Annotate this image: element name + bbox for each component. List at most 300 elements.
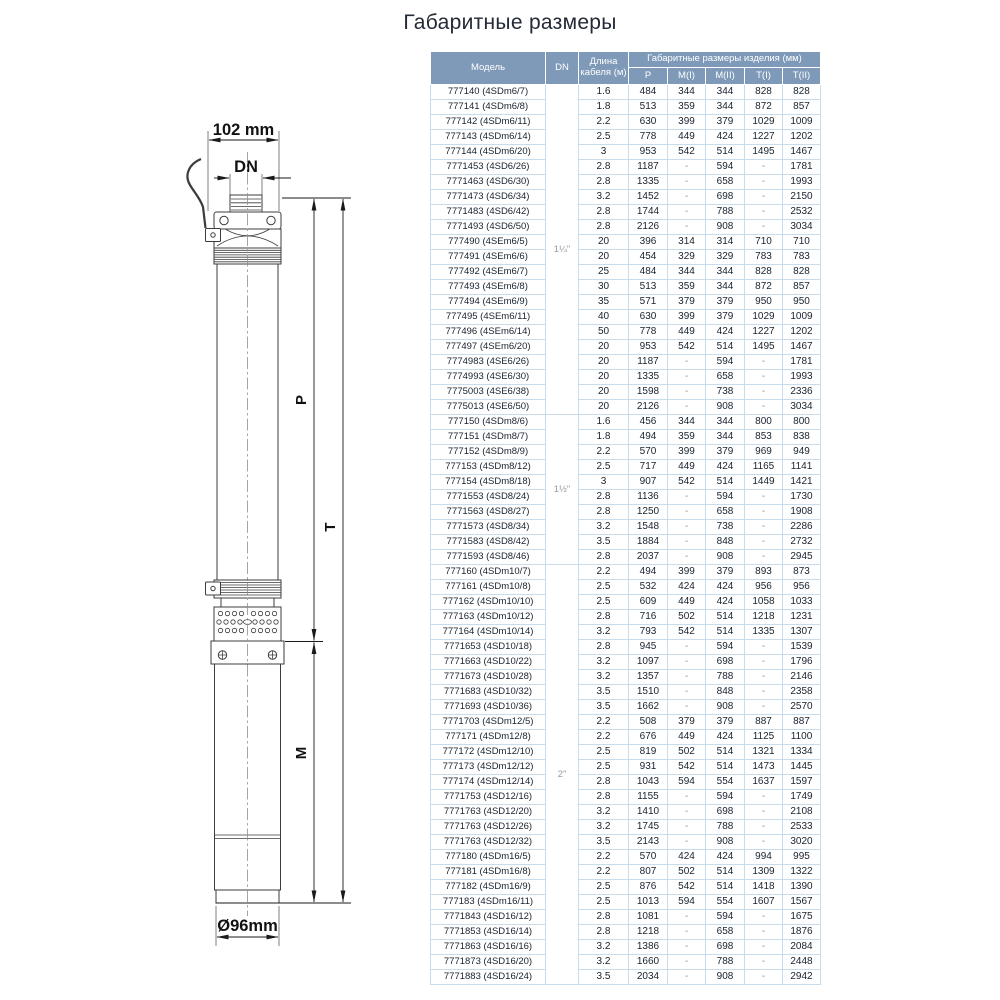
value-cell: - (668, 535, 706, 550)
value-cell: 788 (706, 670, 745, 685)
value-cell: 1097 (629, 655, 668, 670)
value-cell: 424 (706, 850, 745, 865)
value-cell: 1445 (783, 760, 821, 775)
value-cell: 329 (668, 250, 706, 265)
model-cell: 7771563 (4SD8/27) (431, 505, 546, 520)
value-cell: 314 (668, 235, 706, 250)
table-row (431, 100, 821, 115)
dimensions-table (430, 51, 821, 985)
value-cell: 2108 (783, 805, 821, 820)
model-cell: 777143 (4SDm6/14) (431, 130, 546, 145)
value-cell: 1744 (629, 205, 668, 220)
value-cell: 379 (668, 295, 706, 310)
value-cell: 828 (745, 85, 783, 100)
value-cell: 20 (579, 340, 629, 355)
value-cell: 783 (783, 250, 821, 265)
value-cell: 514 (706, 880, 745, 895)
table-row (431, 250, 821, 265)
value-cell: 956 (745, 580, 783, 595)
value-cell: - (745, 520, 783, 535)
value-cell: - (668, 400, 706, 415)
model-cell: 7771873 (4SD16/20) (431, 955, 546, 970)
value-cell: 2034 (629, 970, 668, 985)
spec-table-container (430, 51, 822, 985)
value-cell: 2.2 (579, 565, 629, 580)
value-cell: 359 (668, 100, 706, 115)
value-cell: 1227 (745, 130, 783, 145)
table-row (431, 535, 821, 550)
value-cell: 399 (668, 445, 706, 460)
table-row (431, 85, 821, 100)
table-row (431, 370, 821, 385)
table-row (431, 475, 821, 490)
value-cell: - (745, 970, 783, 985)
value-cell: 3.5 (579, 700, 629, 715)
value-cell: 838 (783, 430, 821, 445)
value-cell: 2.8 (579, 775, 629, 790)
value-cell: 3.2 (579, 655, 629, 670)
model-cell: 777495 (4SEm6/11) (431, 310, 546, 325)
value-cell: - (668, 175, 706, 190)
value-cell: 3.2 (579, 820, 629, 835)
table-row (431, 520, 821, 535)
value-cell: 30 (579, 280, 629, 295)
value-cell: 1033 (783, 595, 821, 610)
model-cell: 777160 (4SDm10/7) (431, 565, 546, 580)
value-cell: 449 (668, 130, 706, 145)
model-cell: 7771453 (4SD6/26) (431, 160, 546, 175)
table-row (431, 865, 821, 880)
value-cell: 449 (668, 325, 706, 340)
table-header (431, 52, 821, 85)
value-cell: - (745, 655, 783, 670)
table-row (431, 760, 821, 775)
value-cell: 379 (706, 115, 745, 130)
value-cell: 893 (745, 565, 783, 580)
value-cell: 2.2 (579, 865, 629, 880)
extension-ticks-dn (230, 174, 262, 195)
value-cell: - (668, 655, 706, 670)
value-cell: 1231 (783, 610, 821, 625)
value-cell: 3.2 (579, 190, 629, 205)
value-cell: 630 (629, 115, 668, 130)
model-cell: 777164 (4SDm10/14) (431, 625, 546, 640)
table-row (431, 670, 821, 685)
value-cell: - (668, 820, 706, 835)
value-cell: 1662 (629, 700, 668, 715)
value-cell: - (668, 520, 706, 535)
value-cell: 424 (706, 730, 745, 745)
value-cell: 2.8 (579, 550, 629, 565)
value-cell: 359 (668, 430, 706, 445)
value-cell: 2.5 (579, 895, 629, 910)
value-cell: - (745, 400, 783, 415)
header-m2: M(II) (706, 68, 745, 85)
value-cell: - (668, 670, 706, 685)
value-cell: 1495 (745, 145, 783, 160)
value-cell: 710 (783, 235, 821, 250)
value-cell: - (745, 535, 783, 550)
value-cell: 513 (629, 100, 668, 115)
value-cell: 908 (706, 835, 745, 850)
value-cell: 857 (783, 100, 821, 115)
value-cell: 424 (706, 580, 745, 595)
header-m1: M(I) (668, 68, 706, 85)
table-row (431, 490, 821, 505)
value-cell: 379 (668, 715, 706, 730)
model-cell: 7771843 (4SD16/12) (431, 910, 546, 925)
value-cell: 2570 (783, 700, 821, 715)
table-row (431, 610, 821, 625)
table-row (431, 115, 821, 130)
value-cell: 1009 (783, 115, 821, 130)
value-cell: 3.2 (579, 670, 629, 685)
value-cell: 1473 (745, 760, 783, 775)
value-cell: - (745, 490, 783, 505)
value-cell: 1029 (745, 310, 783, 325)
model-cell: 7771673 (4SD10/28) (431, 670, 546, 685)
value-cell: 456 (629, 415, 668, 430)
dim-label-102mm: 102 mm (212, 121, 275, 139)
model-cell: 777153 (4SDm8/12) (431, 460, 546, 475)
value-cell: 2037 (629, 550, 668, 565)
table-row (431, 580, 821, 595)
value-cell: 502 (668, 745, 706, 760)
value-cell: 359 (668, 280, 706, 295)
value-cell: 3.2 (579, 520, 629, 535)
value-cell: 1335 (629, 175, 668, 190)
model-cell: 7775013 (4SE6/50) (431, 400, 546, 415)
value-cell: 3020 (783, 835, 821, 850)
dn-cell: 1½" (546, 415, 579, 565)
value-cell: - (668, 385, 706, 400)
value-cell: 876 (629, 880, 668, 895)
value-cell: 2.8 (579, 790, 629, 805)
model-cell: 7771573 (4SD8/34) (431, 520, 546, 535)
value-cell: 853 (745, 430, 783, 445)
value-cell: 2.5 (579, 745, 629, 760)
value-cell: 1125 (745, 730, 783, 745)
value-cell: 738 (706, 385, 745, 400)
value-cell: 594 (706, 910, 745, 925)
header-t1: T(I) (745, 68, 783, 85)
value-cell: - (745, 955, 783, 970)
table-row (431, 130, 821, 145)
model-cell: 777183 (4SDm16/11) (431, 895, 546, 910)
model-cell: 7771483 (4SD6/42) (431, 205, 546, 220)
value-cell: 1597 (783, 775, 821, 790)
value-cell: 508 (629, 715, 668, 730)
value-cell: 908 (706, 220, 745, 235)
value-cell: 594 (668, 895, 706, 910)
dim-label-p: P (293, 394, 310, 406)
table-row (431, 340, 821, 355)
pump-cable (187, 159, 205, 228)
value-cell: 2.2 (579, 730, 629, 745)
value-cell: 2448 (783, 955, 821, 970)
value-cell: 1637 (745, 775, 783, 790)
value-cell: 1781 (783, 160, 821, 175)
value-cell: 872 (745, 100, 783, 115)
value-cell: 399 (668, 310, 706, 325)
model-cell: 777171 (4SDm12/8) (431, 730, 546, 745)
model-cell: 7774983 (4SE6/26) (431, 355, 546, 370)
value-cell: 594 (706, 490, 745, 505)
value-cell: 908 (706, 700, 745, 715)
value-cell: 3.5 (579, 685, 629, 700)
value-cell: 1993 (783, 370, 821, 385)
model-cell: 777152 (4SDm8/9) (431, 445, 546, 460)
value-cell: 1136 (629, 490, 668, 505)
value-cell: 2732 (783, 535, 821, 550)
value-cell: - (668, 970, 706, 985)
value-cell: 2146 (783, 670, 821, 685)
value-cell: 658 (706, 370, 745, 385)
value-cell: 2.2 (579, 445, 629, 460)
model-cell: 777182 (4SDm16/9) (431, 880, 546, 895)
value-cell: 1660 (629, 955, 668, 970)
value-cell: 969 (745, 445, 783, 460)
value-cell: 1322 (783, 865, 821, 880)
value-cell: 1218 (629, 925, 668, 940)
model-cell: 7771553 (4SD8/24) (431, 490, 546, 505)
value-cell: 1009 (783, 310, 821, 325)
value-cell: 2.8 (579, 205, 629, 220)
model-cell: 777150 (4SDm8/6) (431, 415, 546, 430)
dim-label-dn: DN (234, 158, 258, 176)
value-cell: - (668, 205, 706, 220)
value-cell: 1335 (629, 370, 668, 385)
model-cell: 7771883 (4SD16/24) (431, 970, 546, 985)
value-cell: 2.8 (579, 505, 629, 520)
value-cell: - (668, 700, 706, 715)
value-cell: 1141 (783, 460, 821, 475)
value-cell: 494 (629, 430, 668, 445)
value-cell: 807 (629, 865, 668, 880)
value-cell: - (745, 925, 783, 940)
value-cell: 1202 (783, 325, 821, 340)
value-cell: 1467 (783, 340, 821, 355)
value-cell: 594 (706, 160, 745, 175)
model-cell: 777144 (4SDm6/20) (431, 145, 546, 160)
value-cell: 2.8 (579, 610, 629, 625)
pump-discharge-port (230, 195, 262, 212)
value-cell: 20 (579, 235, 629, 250)
value-cell: 571 (629, 295, 668, 310)
table-row (431, 550, 821, 565)
value-cell: 698 (706, 940, 745, 955)
value-cell: 514 (706, 745, 745, 760)
value-cell: 1796 (783, 655, 821, 670)
value-cell: 908 (706, 970, 745, 985)
value-cell: 994 (745, 850, 783, 865)
value-cell: 1043 (629, 775, 668, 790)
table-row (431, 310, 821, 325)
value-cell: - (668, 160, 706, 175)
value-cell: 2.8 (579, 490, 629, 505)
value-cell: 1418 (745, 880, 783, 895)
value-cell: 1876 (783, 925, 821, 940)
header-dimensions-group: Габаритные размеры изделия (мм) (629, 52, 821, 68)
value-cell: 2532 (783, 205, 821, 220)
value-cell: 1309 (745, 865, 783, 880)
value-cell: 1250 (629, 505, 668, 520)
value-cell: 1745 (629, 820, 668, 835)
value-cell: 449 (668, 595, 706, 610)
table-row (431, 955, 821, 970)
value-cell: 1321 (745, 745, 783, 760)
value-cell: 1100 (783, 730, 821, 745)
value-cell: 1675 (783, 910, 821, 925)
table-row (431, 700, 821, 715)
table-row (431, 220, 821, 235)
value-cell: 484 (629, 265, 668, 280)
value-cell: 2945 (783, 550, 821, 565)
model-cell: 777173 (4SDm12/12) (431, 760, 546, 775)
model-cell: 7771863 (4SD16/16) (431, 940, 546, 955)
model-cell: 7771693 (4SD10/36) (431, 700, 546, 715)
model-cell: 7771653 (4SD10/18) (431, 640, 546, 655)
value-cell: 344 (668, 265, 706, 280)
value-cell: 2084 (783, 940, 821, 955)
value-cell: 3.5 (579, 835, 629, 850)
value-cell: 1510 (629, 685, 668, 700)
value-cell: 344 (706, 415, 745, 430)
value-cell: 995 (783, 850, 821, 865)
model-cell: 777163 (4SDm10/12) (431, 610, 546, 625)
header-t2: T(II) (783, 68, 821, 85)
value-cell: 2150 (783, 190, 821, 205)
table-row (431, 655, 821, 670)
value-cell: 2.5 (579, 580, 629, 595)
model-cell: 777141 (4SDm6/8) (431, 100, 546, 115)
value-cell: 2358 (783, 685, 821, 700)
value-cell: 1495 (745, 340, 783, 355)
model-cell: 777174 (4SDm12/14) (431, 775, 546, 790)
table-row (431, 400, 821, 415)
value-cell: 698 (706, 190, 745, 205)
table-row (431, 355, 821, 370)
value-cell: 931 (629, 760, 668, 775)
model-cell: 7771663 (4SD10/22) (431, 655, 546, 670)
value-cell: 2.2 (579, 850, 629, 865)
model-cell: 777151 (4SDm8/7) (431, 430, 546, 445)
value-cell: 1390 (783, 880, 821, 895)
value-cell: 2.5 (579, 460, 629, 475)
table-row (431, 460, 821, 475)
value-cell: - (668, 370, 706, 385)
value-cell: 514 (706, 760, 745, 775)
table-body (431, 85, 821, 985)
dim-label-t: T (322, 522, 339, 532)
header-model: Модель (431, 52, 546, 85)
value-cell: 949 (783, 445, 821, 460)
model-cell: 777180 (4SDm16/5) (431, 850, 546, 865)
value-cell: 25 (579, 265, 629, 280)
value-cell: 2533 (783, 820, 821, 835)
model-cell: 7771763 (4SD12/26) (431, 820, 546, 835)
value-cell: 379 (706, 715, 745, 730)
value-cell: 1386 (629, 940, 668, 955)
value-cell: 953 (629, 145, 668, 160)
value-cell: 554 (706, 775, 745, 790)
table-row (431, 295, 821, 310)
model-cell: 7771763 (4SD12/20) (431, 805, 546, 820)
value-cell: - (668, 550, 706, 565)
model-cell: 7771593 (4SD8/46) (431, 550, 546, 565)
value-cell: 1357 (629, 670, 668, 685)
value-cell: 344 (706, 280, 745, 295)
model-cell: 777162 (4SDm10/10) (431, 595, 546, 610)
value-cell: 738 (706, 520, 745, 535)
value-cell: 1421 (783, 475, 821, 490)
value-cell: 542 (668, 145, 706, 160)
value-cell: 50 (579, 325, 629, 340)
value-cell: 1.6 (579, 85, 629, 100)
value-cell: 396 (629, 235, 668, 250)
value-cell: - (668, 505, 706, 520)
value-cell: 514 (706, 610, 745, 625)
value-cell: - (668, 940, 706, 955)
value-cell: 344 (668, 85, 706, 100)
value-cell: 788 (706, 955, 745, 970)
value-cell: 1013 (629, 895, 668, 910)
value-cell: 399 (668, 115, 706, 130)
value-cell: 3 (579, 145, 629, 160)
value-cell: 3034 (783, 400, 821, 415)
value-cell: - (668, 355, 706, 370)
value-cell: 872 (745, 280, 783, 295)
value-cell: 848 (706, 685, 745, 700)
value-cell: - (745, 910, 783, 925)
value-cell: 594 (668, 775, 706, 790)
value-cell: - (668, 640, 706, 655)
value-cell: 20 (579, 400, 629, 415)
table-row (431, 145, 821, 160)
value-cell: - (668, 805, 706, 820)
table-row (431, 505, 821, 520)
value-cell: 329 (706, 250, 745, 265)
value-cell: 594 (706, 355, 745, 370)
value-cell: 449 (668, 730, 706, 745)
value-cell: 3.2 (579, 805, 629, 820)
value-cell: 778 (629, 130, 668, 145)
value-cell: 2336 (783, 385, 821, 400)
table-row (431, 685, 821, 700)
model-cell: 777494 (4SEm6/9) (431, 295, 546, 310)
model-cell: 7771473 (4SD6/34) (431, 190, 546, 205)
value-cell: - (745, 700, 783, 715)
value-cell: 1548 (629, 520, 668, 535)
value-cell: 1187 (629, 355, 668, 370)
value-cell: 907 (629, 475, 668, 490)
value-cell: - (745, 190, 783, 205)
value-cell: - (668, 925, 706, 940)
table-row (431, 835, 821, 850)
table-row (431, 745, 821, 760)
table-row (431, 805, 821, 820)
model-cell: 7771583 (4SD8/42) (431, 535, 546, 550)
value-cell: 532 (629, 580, 668, 595)
value-cell: 2.8 (579, 925, 629, 940)
value-cell: - (745, 940, 783, 955)
value-cell: 3 (579, 475, 629, 490)
value-cell: 1.8 (579, 430, 629, 445)
table-row (431, 265, 821, 280)
value-cell: 379 (706, 295, 745, 310)
table-row (431, 790, 821, 805)
table-row (431, 160, 821, 175)
